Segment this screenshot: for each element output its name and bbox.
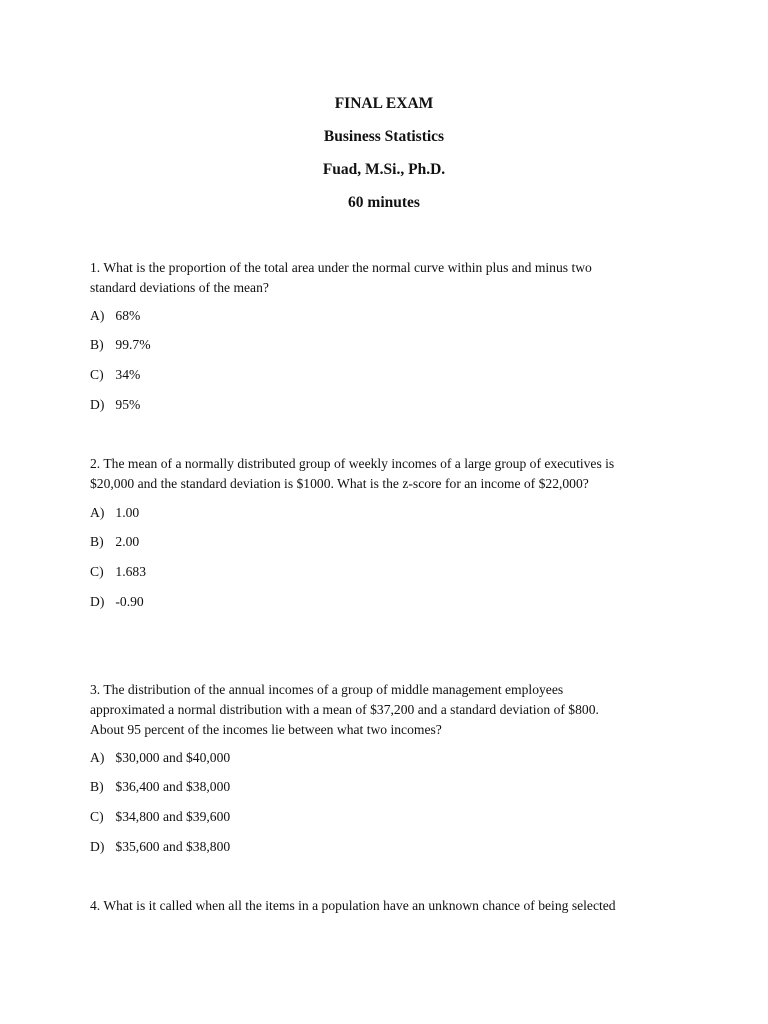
option-text: -0.90 xyxy=(115,594,144,609)
question-2-option-c xyxy=(90,562,146,582)
option-text: 1.00 xyxy=(115,505,140,520)
question-2-stem-line-1: 2. The mean of a normally distributed group of weekly incomes of a large group of executives is xyxy=(90,456,615,471)
option-letter: B) xyxy=(90,534,104,549)
option-text: 95% xyxy=(115,397,141,412)
question-3-option-c xyxy=(90,807,230,827)
option-letter: D) xyxy=(90,839,105,854)
exam-duration: 60 minutes xyxy=(348,194,420,211)
option-text: 2.00 xyxy=(115,534,140,549)
question-3-stem-line-1: 3. The distribution of the annual incomes of a group of middle management employees xyxy=(90,682,564,697)
instructor-name: Fuad, M.Si., Ph.D. xyxy=(322,161,446,178)
option-text: $34,800 and $39,600 xyxy=(115,809,231,824)
question-1-stem-line-2: standard deviations of the mean? xyxy=(90,280,269,295)
question-3-option-a xyxy=(90,748,230,768)
option-letter: A) xyxy=(90,750,105,765)
exam-title: FINAL EXAM xyxy=(334,95,434,112)
option-letter: A) xyxy=(90,505,105,520)
option-letter: B) xyxy=(90,337,104,352)
question-2-option-d xyxy=(90,592,144,612)
question-1-option-d xyxy=(90,395,140,415)
option-text: 68% xyxy=(115,308,141,323)
question-3-stem-line-2: approximated a normal distribution with a mean of $37,200 and a standard deviation of $800. xyxy=(90,702,599,717)
question-3-option-d xyxy=(90,837,230,857)
option-letter: C) xyxy=(90,367,104,382)
option-letter: C) xyxy=(90,564,104,579)
question-2-option-a xyxy=(90,503,139,523)
question-3-stem-line-3: About 95 percent of the incomes lie between what two incomes? xyxy=(90,722,442,737)
option-text: $30,000 and $40,000 xyxy=(115,750,231,765)
option-text: $36,400 and $38,000 xyxy=(115,779,231,794)
question-2-stem-line-2: $20,000 and the standard deviation is $1000. What is the z-score for an income of $22,000? xyxy=(90,476,589,491)
option-letter: B) xyxy=(90,779,104,794)
question-1-option-a xyxy=(90,306,140,326)
option-text: 99.7% xyxy=(115,337,151,352)
option-text: 34% xyxy=(115,367,141,382)
course-name: Business Statistics xyxy=(323,128,445,145)
question-3-stem xyxy=(90,680,690,740)
question-4-stem xyxy=(90,896,690,916)
question-1-option-b xyxy=(90,335,151,355)
option-text: $35,600 and $38,800 xyxy=(115,839,231,854)
question-4-stem-line-1: 4. What is it called when all the items in a population have an unknown chance of being selected xyxy=(90,898,616,913)
option-letter: A) xyxy=(90,308,105,323)
option-text: 1.683 xyxy=(115,564,146,579)
option-letter: C) xyxy=(90,809,104,824)
question-1-stem xyxy=(90,258,690,298)
question-2-option-b xyxy=(90,532,139,552)
question-1-stem-line-1: 1. What is the proportion of the total area under the normal curve within plus and minus two xyxy=(90,260,592,275)
option-letter: D) xyxy=(90,397,105,412)
question-3-option-b xyxy=(90,777,230,797)
question-2-stem xyxy=(90,454,690,494)
question-1-option-c xyxy=(90,365,140,385)
option-letter: D) xyxy=(90,594,105,609)
